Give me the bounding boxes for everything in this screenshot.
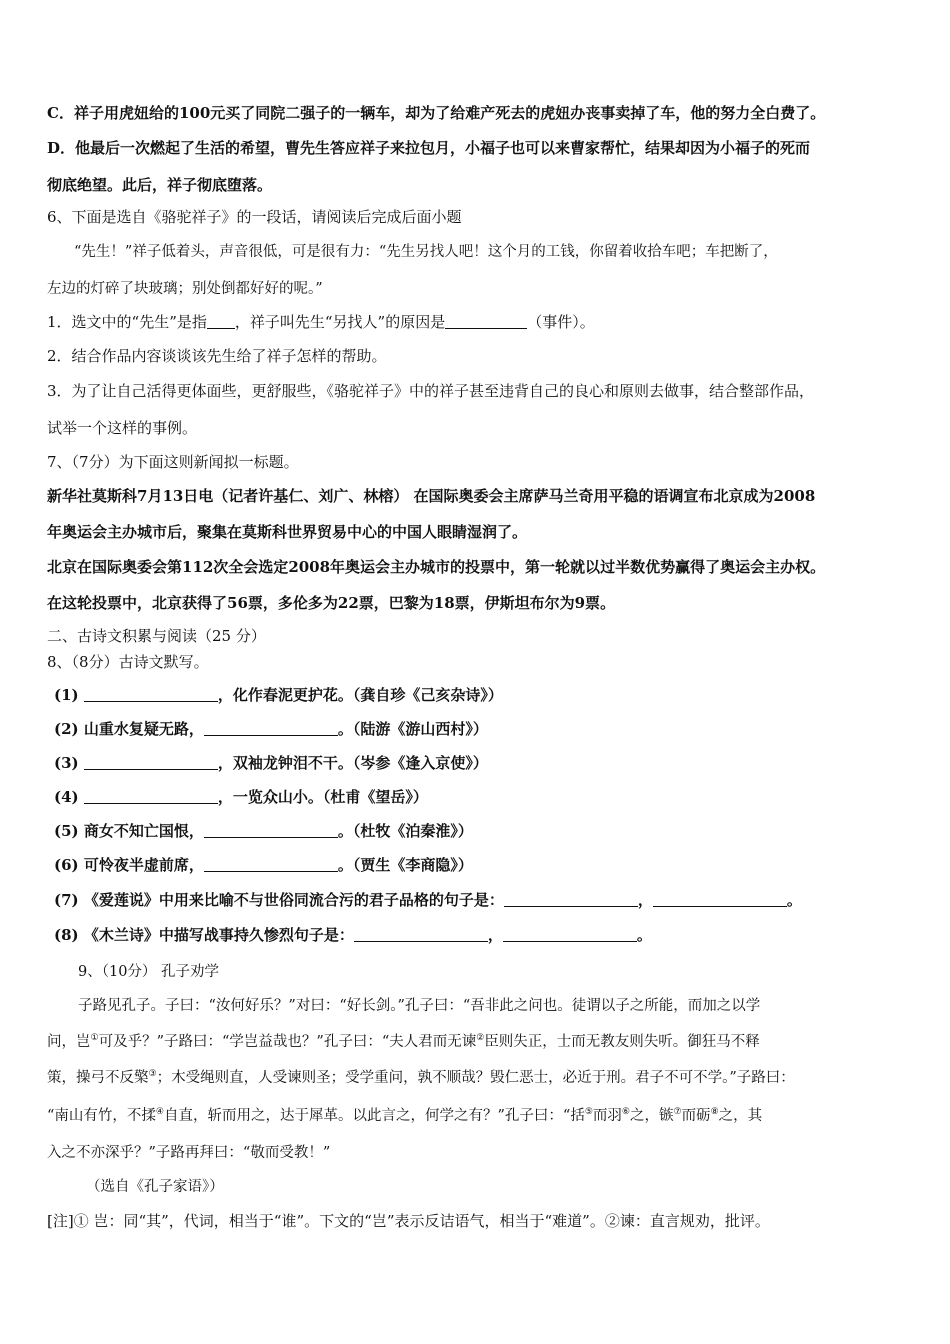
note-marker: ⑤ xyxy=(584,1107,593,1118)
answer-blank[interactable] xyxy=(204,721,338,736)
passage-line1: 子路见孔子。子曰：“汝何好乐？”对曰：“好长剑。”孔子曰：“吾非此之问也。徒谓以子之所能，而加之以学 xyxy=(78,998,761,1014)
passage-line4 xyxy=(47,1104,762,1125)
answer-blank[interactable] xyxy=(504,892,638,907)
question-8-heading: 8、（8分）古诗文默写。 xyxy=(47,653,209,671)
poem-text: 可怜夜半虚前席， xyxy=(83,856,204,874)
poem-text: 山重水复疑无路， xyxy=(83,720,204,738)
sub-question-1 xyxy=(47,311,595,332)
poem-text: 《木兰诗》中描写战事持久惨烈句子是： xyxy=(83,926,354,944)
passage-text: 之，其 xyxy=(718,1108,763,1124)
note-marker: ③ xyxy=(148,1069,157,1080)
note-marker: ⑧ xyxy=(710,1107,719,1118)
poem-text: 商女不知亡国恨， xyxy=(83,822,204,840)
poem-text: ，一览众山小。（杜甫《望岳》） xyxy=(217,788,428,806)
item-number: (6) xyxy=(54,856,79,874)
poem-item-7 xyxy=(54,889,802,910)
news-line1: 新华社莫斯科7月13日电（记者许基仁、刘广、林榕） 在国际奥委会主席萨马兰奇用平稳的语调宣布北京成为2008 xyxy=(47,487,816,505)
passage-text: ；木受绳则直，人受谏则圣；受学重问，孰不顺哉？毁仁恶士，必近于刑。君子不可不学。”子路曰： xyxy=(156,1070,795,1086)
passage-text: 而砺 xyxy=(681,1108,711,1124)
poem-item-1 xyxy=(54,684,503,705)
poem-source: 。（陆游《游山西村》） xyxy=(337,720,488,738)
question-7-heading xyxy=(47,451,299,472)
excerpt-line1: “先生！”祥子低着头，声音很低，可是很有力：“先生另找人吧！这个月的工钱，你留着收拾车吧；车把断了， xyxy=(74,244,778,260)
poem-text: ，化作春泥更护花。（龚自珍《己亥杂诗》） xyxy=(217,686,503,704)
poem-separator: ， xyxy=(637,891,653,909)
option-d-line1: D．他最后一次燃起了生活的希望，曹先生答应祥子来拉包月，小福子也可以来曹家帮忙，结果却因为小福子的死而 xyxy=(47,139,811,157)
poem-source: 。（杜牧《泊秦淮》） xyxy=(337,822,473,840)
sub-question-3-line2: 试举一个这样的事例。 xyxy=(47,419,198,437)
poem-item-3 xyxy=(54,752,488,773)
passage-line2 xyxy=(47,1030,760,1051)
note-marker: ① xyxy=(90,1033,99,1044)
passage-source: （选自《孔子家语》） xyxy=(86,1179,224,1195)
passage-line3 xyxy=(47,1066,795,1087)
poem-end: 。 xyxy=(636,926,652,944)
news-line2: 年奥运会主办城市后，聚集在莫斯科世界贸易中心的中国人眼睛湿润了。 xyxy=(47,523,528,541)
question-9-heading: 9、（10分） 孔子劝学 xyxy=(78,964,220,980)
passage-text: 自直，斩而用之，达于犀革。以此言之，何学之有？”孔子曰：“括 xyxy=(164,1108,585,1124)
poem-item-6 xyxy=(54,854,473,875)
excerpt-line2: 左边的灯碎了块玻璃；别处倒都好好的呢。” xyxy=(47,281,323,297)
answer-blank[interactable] xyxy=(204,823,338,838)
sub-question-1-part-c: （事件）。 xyxy=(527,313,595,331)
passage-text: 臣则失正，士而无教友则失听。御狂马不释 xyxy=(484,1034,760,1050)
poem-source: 。（贾生《李商隐》） xyxy=(337,856,473,874)
item-number: (5) xyxy=(54,822,79,840)
answer-blank[interactable] xyxy=(84,687,218,702)
answer-blank[interactable] xyxy=(354,927,488,942)
poem-item-8 xyxy=(54,924,652,945)
answer-blank[interactable] xyxy=(503,927,637,942)
option-d-line2: 彻底绝望。此后，祥子彻底堕落。 xyxy=(47,176,273,194)
poem-item-5 xyxy=(54,820,473,841)
sub-question-3-line1: 3．为了让自己活得更体面些，更舒服些，《骆驼祥子》中的祥子甚至违背自己的良心和原则去做事，结合整部作品， xyxy=(47,382,815,400)
passage-line5: 入之不亦深乎？”子路再拜曰：“敬而受教！” xyxy=(47,1145,331,1161)
answer-blank[interactable] xyxy=(84,755,218,770)
item-number: (8) xyxy=(54,926,79,944)
passage-text: 策，操弓不反檠 xyxy=(47,1070,149,1086)
news-line3: 北京在国际奥委会第112次全会选定2008年奥运会主办城市的投票中，第一轮就以过半数优势赢得了奥运会主办权。 xyxy=(47,558,826,576)
answer-blank[interactable] xyxy=(207,314,235,329)
annotation-note: [注]① 岂：同“其”，代词，相当于“谁”。下文的“岂”表示反诘语气，相当于“难道”。②谏：直言规劝，批评。 xyxy=(47,1212,770,1230)
passage-text: 问，岂 xyxy=(47,1034,91,1050)
note-marker: ② xyxy=(476,1033,485,1044)
question-6-heading: 6、下面是选自《骆驼祥子》的一段话，请阅读后完成后面小题 xyxy=(47,208,462,226)
item-number: (3) xyxy=(54,754,79,772)
item-number: (1) xyxy=(54,686,79,704)
poem-text: 《爱莲说》中用来比喻不与世俗同流合污的君子品格的句子是： xyxy=(83,891,504,909)
item-number: (2) xyxy=(54,720,79,738)
sub-question-1-part-a: 1．选文中的“先生”是指 xyxy=(47,313,207,331)
poem-separator: ， xyxy=(487,926,503,944)
sub-question-2: 2．结合作品内容谈谈该先生给了祥子怎样的帮助。 xyxy=(47,347,387,365)
poem-text: ，双袖龙钟泪不干。（岑参《逢入京使》） xyxy=(217,754,488,772)
note-marker: ⑥ xyxy=(621,1107,630,1118)
poem-item-4 xyxy=(54,786,428,807)
answer-blank[interactable] xyxy=(204,857,338,872)
poem-item-2 xyxy=(54,718,488,739)
note-marker: ④ xyxy=(155,1107,164,1118)
poem-end: 。 xyxy=(786,891,802,909)
note-marker: ⑦ xyxy=(673,1107,682,1118)
passage-text: 而羽 xyxy=(592,1108,622,1124)
item-number: (7) xyxy=(54,891,79,909)
item-number: (4) xyxy=(54,788,79,806)
question-7-text: 7、（7分）为下面这则新闻拟一标题。 xyxy=(47,453,299,471)
answer-blank[interactable] xyxy=(84,789,218,804)
passage-text: 可及乎？”子路曰：“学岂益哉也？”孔子曰：“夫人君而无谏 xyxy=(98,1034,477,1050)
answer-blank[interactable] xyxy=(653,892,787,907)
news-line4: 在这轮投票中，北京获得了56票，多伦多为22票，巴黎为18票，伊斯坦布尔为9票。 xyxy=(47,594,616,612)
sub-question-1-part-b: ，祥子叫先生“另找人”的原因是 xyxy=(234,313,446,331)
passage-text: “南山有竹，不揉 xyxy=(47,1108,156,1124)
option-c: C．祥子用虎妞给的100元买了同院二强子的一辆车，却为了给难产死去的虎妞办丧事卖掉了车，他的努力全白费了。 xyxy=(47,104,826,122)
answer-blank[interactable] xyxy=(445,314,527,329)
passage-text: 之，镞 xyxy=(629,1108,674,1124)
section-2-heading: 二、古诗文积累与阅读（25 分） xyxy=(47,627,266,645)
